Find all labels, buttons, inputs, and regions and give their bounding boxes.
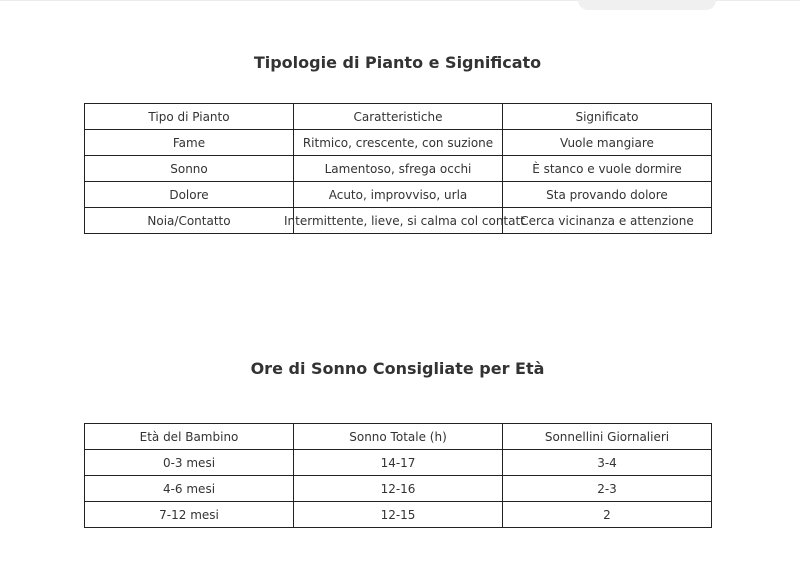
sleep-hours-title: Ore di Sonno Consigliate per Età (250, 359, 545, 378)
table-cell (284, 208, 525, 234)
table-row (85, 450, 712, 476)
table-row (85, 502, 712, 528)
table-row (85, 476, 712, 502)
overflow-cell-text: Intermittente, lieve, si calma col contatt (284, 213, 525, 228)
table-header-row (85, 424, 712, 450)
table-cell: 4-6 mesi (85, 476, 294, 502)
table-cell: Sta provando dolore (503, 182, 712, 208)
top-search-bar[interactable] (578, 0, 716, 10)
table-cell: Dolore (85, 182, 294, 208)
table-cell: 7-12 mesi (85, 502, 294, 528)
header-cell: Sonno Totale (h) (294, 424, 503, 450)
header-cell: Sonnellini Giornalieri (503, 424, 712, 450)
table-cell: Vuole mangiare (503, 130, 712, 156)
table-cell: 12-16 (294, 476, 503, 502)
crying-types-table (84, 103, 712, 234)
header-cell: Significato (503, 104, 712, 130)
table-cell: Lamentoso, sfrega occhi (294, 156, 503, 182)
table-cell: Noia/Contatto (85, 208, 294, 234)
header-cell: Tipo di Pianto (85, 104, 294, 130)
table-cell: Fame (85, 130, 294, 156)
table-cell: Acuto, improvviso, urla (294, 182, 503, 208)
table-cell: 3-4 (503, 450, 712, 476)
table-cell: Ritmico, crescente, con suzione (294, 130, 503, 156)
table-row (85, 130, 712, 156)
table-cell: Cerca vicinanza e attenzione (503, 208, 712, 234)
table-cell: È stanco e vuole dormire (503, 156, 712, 182)
sleep-hours-table (84, 423, 712, 528)
table-header-row (85, 104, 712, 130)
crying-types-title: Tipologie di Pianto e Significato (253, 53, 542, 72)
table-cell: 14-17 (294, 450, 503, 476)
header-cell: Età del Bambino (85, 424, 294, 450)
table-cell: 2 (503, 502, 712, 528)
table-cell: 2-3 (503, 476, 712, 502)
table-cell: Sonno (85, 156, 294, 182)
table-cell: 12-15 (294, 502, 503, 528)
table-row (85, 182, 712, 208)
header-cell: Caratteristiche (294, 104, 503, 130)
table-row (85, 156, 712, 182)
table-row (85, 208, 712, 234)
table-cell: 0-3 mesi (85, 450, 294, 476)
